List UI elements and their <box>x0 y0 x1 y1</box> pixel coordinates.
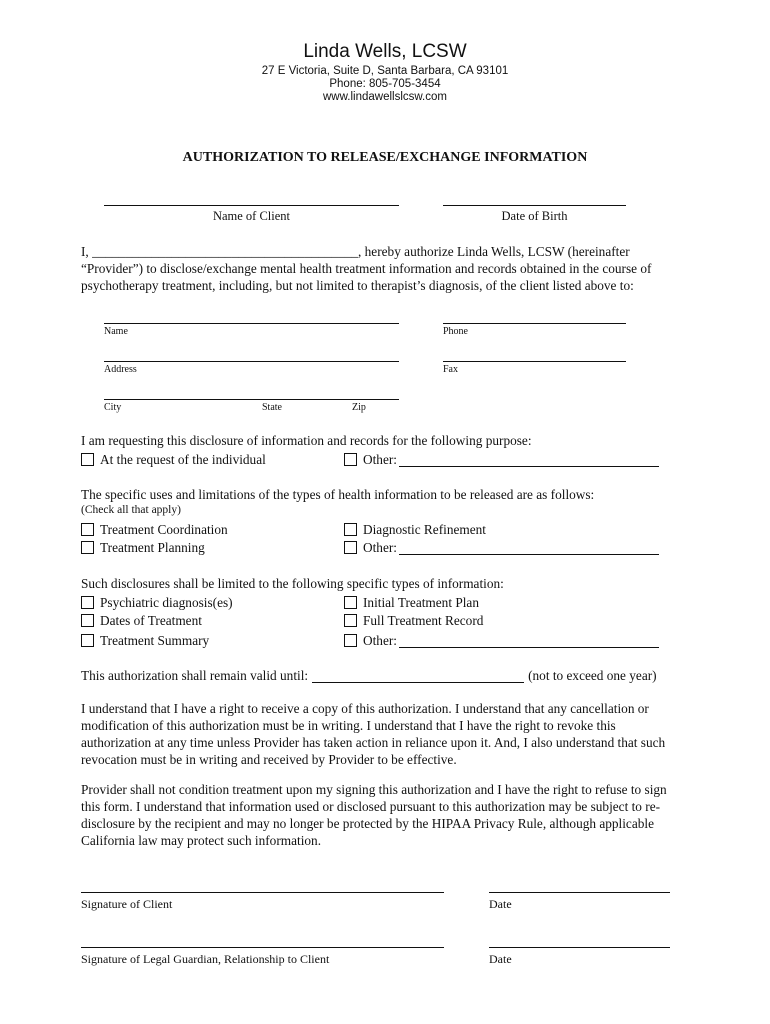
option-label: Treatment Planning <box>100 540 205 555</box>
uses-diagnostic-option[interactable] <box>344 521 486 538</box>
client-signature-label: Signature of Client <box>81 897 173 911</box>
practice-address: 27 E Victoria, Suite D, Santa Barbara, CA 93101 <box>261 65 509 77</box>
conditions-paragraph: Provider shall not condition treatment upon my signing this authorization and I have the right to refuse to sign this form. I understand that information used or disclosed pursuant to this authorization may be subject to re-disclosure by the recipient and may no longer be protected by the HIPAA Privacy Rule, although applicable California law may protect such information. <box>81 782 667 848</box>
checkbox[interactable] <box>81 614 94 627</box>
option-label: Other: <box>363 452 397 467</box>
valid-until-field[interactable] <box>312 669 524 683</box>
practice-phone: Phone: 805-705-3454 <box>329 78 441 90</box>
recipient-name-line[interactable] <box>104 323 399 324</box>
checkbox[interactable] <box>81 596 94 609</box>
intro-line-1: I, ________________________________________, hereby authorize Linda Wells, LCSW (hereinafter <box>81 244 630 259</box>
checkbox[interactable] <box>344 453 357 466</box>
guardian-signature-line[interactable] <box>81 947 444 948</box>
purpose-other-option[interactable] <box>344 451 659 468</box>
option-label: Treatment Summary <box>100 633 210 648</box>
recipient-city-state-zip-line[interactable] <box>104 399 399 400</box>
rights-paragraph: I understand that I have a right to receive a copy of this authorization. I understand that any cancellation or modification of this authorization must be in writing. I understand that I have the right to revoke this authorization at any time unless Provider has taken action in reliance upon it. And, I also understand that such revocation must be in writing and received by Provider to be effective. <box>81 701 666 767</box>
checkbox[interactable] <box>344 634 357 647</box>
validity-prefix: This authorization shall remain valid until: <box>81 668 309 683</box>
recipient-zip-label: Zip <box>352 402 366 413</box>
checkbox[interactable] <box>344 541 357 554</box>
recipient-fax-line[interactable] <box>443 361 626 362</box>
types-summary-option[interactable] <box>81 632 209 649</box>
recipient-state-label: State <box>262 402 282 413</box>
recipient-fax-label: Fax <box>443 364 458 375</box>
option-label: Psychiatric diagnosis(es) <box>100 595 233 610</box>
checkbox[interactable] <box>344 596 357 609</box>
guardian-date-line[interactable] <box>489 947 670 948</box>
date-of-birth-line[interactable] <box>443 205 626 206</box>
validity-suffix: (not to exceed one year) <box>528 668 657 683</box>
practice-website: www.lindawellslcsw.com <box>323 91 447 103</box>
uses-coordination-option[interactable] <box>81 521 228 538</box>
types-initial-plan-option[interactable] <box>344 594 479 611</box>
uses-heading: The specific uses and limitations of the types of health information to be released are as follows: <box>81 487 595 502</box>
practitioner-name: Linda Wells, LCSW <box>303 41 467 62</box>
date-of-birth-label: Date of Birth <box>501 209 568 223</box>
option-label: At the request of the individual <box>100 452 266 467</box>
option-label: Treatment Coordination <box>100 522 228 537</box>
other-fill-line[interactable] <box>399 634 659 648</box>
validity-line <box>81 667 657 684</box>
checkbox[interactable] <box>81 523 94 536</box>
client-signature-line[interactable] <box>81 892 444 893</box>
uses-other-option[interactable] <box>344 539 659 556</box>
recipient-name-label: Name <box>104 326 128 337</box>
types-other-option[interactable] <box>344 632 659 649</box>
intro-line-2: “Provider”) to disclose/exchange mental health treatment information and records obtained in the course of <box>81 261 652 276</box>
recipient-phone-line[interactable] <box>443 323 626 324</box>
option-label: Other: <box>363 540 397 555</box>
other-fill-line[interactable] <box>399 541 659 555</box>
intro-line-3: psychotherapy treatment, including, but not limited to therapist’s diagnosis, of the client listed above to: <box>81 278 634 293</box>
checkbox[interactable] <box>81 634 94 647</box>
types-heading: Such disclosures shall be limited to the following specific types of information: <box>81 576 504 591</box>
client-date-line[interactable] <box>489 892 670 893</box>
purpose-individual-option[interactable] <box>81 451 266 468</box>
purpose-heading: I am requesting this disclosure of information and records for the following purpose: <box>81 433 532 448</box>
recipient-address-label: Address <box>104 364 137 375</box>
checkbox[interactable] <box>81 453 94 466</box>
types-diagnosis-option[interactable] <box>81 594 233 611</box>
option-label: Dates of Treatment <box>100 613 202 628</box>
client-name-label: Name of Client <box>212 209 291 223</box>
other-fill-line[interactable] <box>399 453 659 467</box>
uses-note: (Check all that apply) <box>81 504 181 516</box>
client-date-label: Date <box>489 897 512 911</box>
recipient-phone-label: Phone <box>443 326 468 337</box>
recipient-address-line[interactable] <box>104 361 399 362</box>
checkbox[interactable] <box>81 541 94 554</box>
client-name-line[interactable] <box>104 205 399 206</box>
types-dates-option[interactable] <box>81 612 202 629</box>
types-full-record-option[interactable] <box>344 612 483 629</box>
checkbox[interactable] <box>344 523 357 536</box>
option-label: Initial Treatment Plan <box>363 595 479 610</box>
uses-planning-option[interactable] <box>81 539 205 556</box>
guardian-signature-label: Signature of Legal Guardian, Relationship to Client <box>81 952 330 966</box>
guardian-date-label: Date <box>489 952 512 966</box>
recipient-city-label: City <box>104 402 122 413</box>
option-label: Diagnostic Refinement <box>363 522 486 537</box>
checkbox[interactable] <box>344 614 357 627</box>
option-label: Full Treatment Record <box>363 613 484 628</box>
option-label: Other: <box>363 633 397 648</box>
form-title: AUTHORIZATION TO RELEASE/EXCHANGE INFORMATION <box>182 150 588 165</box>
